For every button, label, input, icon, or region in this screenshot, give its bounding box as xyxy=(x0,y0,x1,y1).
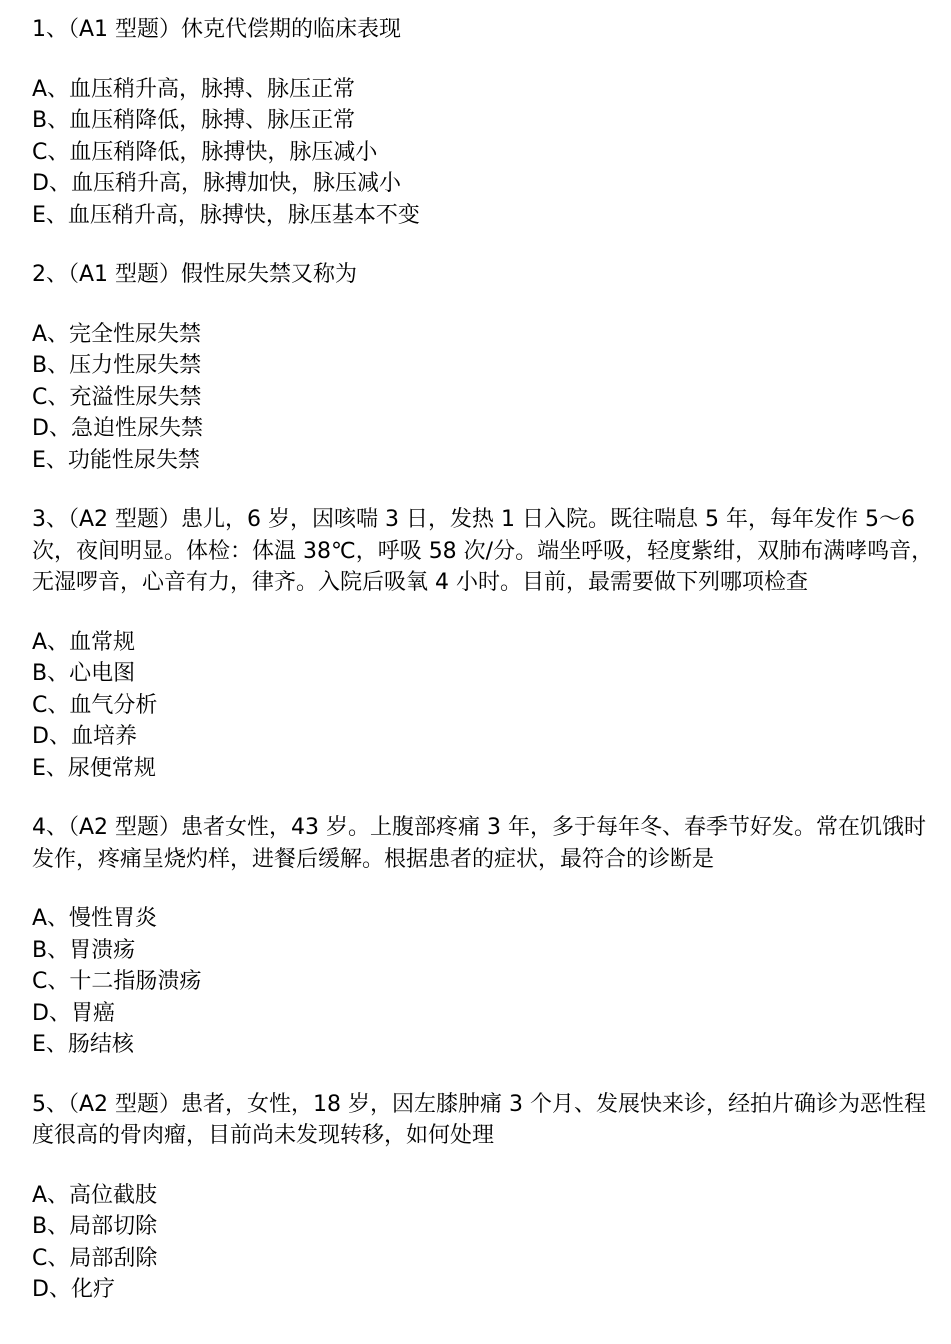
option-e: E、功能性尿失禁 xyxy=(32,447,200,473)
question-stem: 2、（A1 型题）假性尿失禁又称为 xyxy=(32,262,358,287)
option-d: D、血压稍升高，脉搏加快，脉压减小 xyxy=(32,171,401,196)
option-d: D、胃癌 xyxy=(32,1000,115,1026)
option-a: A、完全性尿失禁 xyxy=(32,321,202,347)
option-d: D、急迫性尿失禁 xyxy=(32,416,203,441)
question-4 xyxy=(32,812,937,1061)
question-stem: 1、（A1 型题）休克代偿期的临床表现 xyxy=(32,17,402,42)
question-stem: 3、（A2 型题）患儿，6 岁，因咳喘 3 日，发热 1 日入院。既往喘息 5 年，每年发作 5～6 次，夜间明显。体检：体温 38℃，呼吸 58 次/分。端坐呼吸，轻度紫绀，双肺布满哮鸣音，无湿啰音，心音有力，律齐。入院后吸氧 4 小时。目前，最需要做下列哪项检查 xyxy=(32,507,934,595)
option-a: A、血常规 xyxy=(32,629,136,655)
option-e: E、尿便常规 xyxy=(32,755,156,781)
option-list xyxy=(32,1180,937,1306)
option-list xyxy=(32,319,937,477)
option-e: E、肠结核 xyxy=(32,1032,134,1057)
option-e: E、血压稍升高，脉搏快，脉压基本不变 xyxy=(32,202,420,228)
option-c: C、充溢性尿失禁 xyxy=(32,384,202,410)
option-list xyxy=(32,74,937,232)
exam-document xyxy=(32,14,937,1334)
option-b: B、心电图 xyxy=(32,661,136,686)
question-stem: 5、（A2 型题）患者，女性，18 岁，因左膝肿痛 3 个月、发展快来诊，经拍片确诊为恶性程度很高的骨肉瘤，目前尚未发现转移，如何处理 xyxy=(32,1091,927,1148)
option-b: B、胃溃疡 xyxy=(32,937,136,963)
option-c: C、血压稍降低，脉搏快，脉压减小 xyxy=(32,139,378,165)
option-b: B、血压稍降低，脉搏、脉压正常 xyxy=(32,108,356,133)
option-c: C、局部刮除 xyxy=(32,1245,158,1271)
option-a: A、慢性胃炎 xyxy=(32,906,158,931)
option-d: D、化疗 xyxy=(32,1277,115,1302)
option-d: D、血培养 xyxy=(32,724,137,749)
question-3 xyxy=(32,504,937,784)
question-5 xyxy=(32,1089,937,1306)
question-2 xyxy=(32,259,937,476)
option-b: B、压力性尿失禁 xyxy=(32,353,202,378)
question-1 xyxy=(32,14,937,231)
question-stem: 4、（A2 型题）患者女性，43 岁。上腹部疼痛 3 年，多于每年冬、春季节好发。常在饥饿时发作，疼痛呈烧灼样，进餐后缓解。根据患者的症状，最符合的诊断是 xyxy=(32,815,927,872)
option-b: B、局部切除 xyxy=(32,1214,158,1239)
option-list xyxy=(32,903,937,1061)
option-c: C、血气分析 xyxy=(32,692,158,718)
option-a: A、高位截肢 xyxy=(32,1182,158,1208)
option-list xyxy=(32,627,937,785)
option-c: C、十二指肠溃疡 xyxy=(32,969,202,994)
option-a: A、血压稍升高，脉搏、脉压正常 xyxy=(32,76,356,102)
